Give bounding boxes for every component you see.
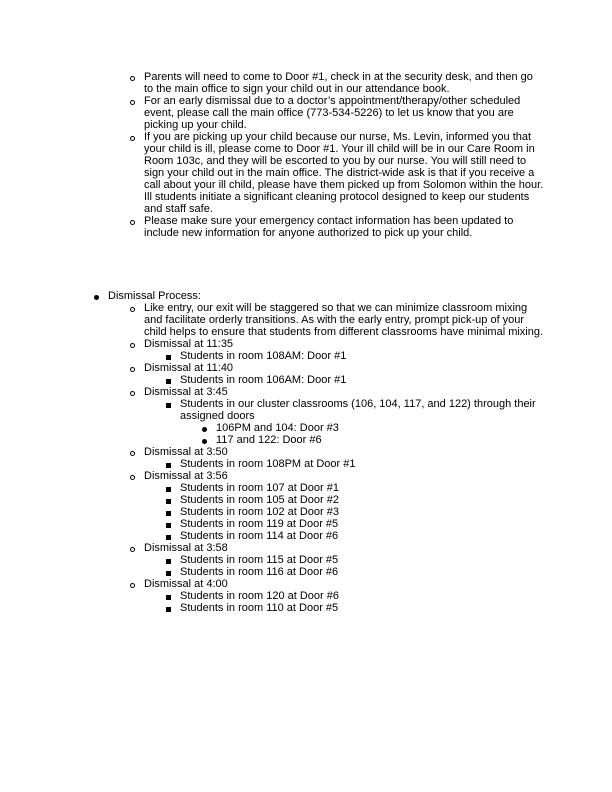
list-item bbox=[0, 302, 612, 338]
door-text: 106PM and 104: Door #3 bbox=[216, 422, 339, 434]
room-text: Students in room 102 at Door #3 bbox=[180, 506, 339, 518]
room-item bbox=[0, 602, 612, 614]
room-text: Students in room 110 at Door #5 bbox=[180, 602, 339, 614]
door-item bbox=[0, 422, 612, 434]
room-item bbox=[0, 398, 612, 422]
list-item bbox=[0, 131, 612, 215]
circle-bullet-icon bbox=[122, 71, 142, 86]
room-text: Students in our cluster classrooms (106, 104, 117, and 122) through their assigned doors bbox=[180, 398, 536, 422]
list-item bbox=[0, 71, 612, 95]
dismissal-time-item bbox=[0, 578, 612, 590]
circle-bullet-icon bbox=[122, 215, 142, 230]
square-bullet-icon bbox=[158, 398, 178, 413]
list-item-text: If you are picking up your child because our nurse, Ms. Levin, informed you that your child is ill, please come to Door #1. Your ill child will be in our Care Room in Room 103c, and they will be escorted to you by our nurse. You will still need to sign your child out in the main office. The district-wide ask is that if you receive a call about your ill child, please have them picked up from Solomon within the hour. Ill students initiate a significant cleaning protocol designed to keep our students and staff safe. bbox=[144, 131, 544, 215]
room-item bbox=[0, 590, 612, 602]
dismissal-time-item bbox=[0, 542, 612, 554]
room-text: Students in room 119 at Door #5 bbox=[180, 518, 339, 530]
square-bullet-icon bbox=[158, 602, 178, 617]
room-item bbox=[0, 518, 612, 530]
dismissal-time-label: Dismissal at 3:56 bbox=[144, 470, 228, 482]
door-text: 117 and 122: Door #6 bbox=[216, 434, 322, 446]
section-heading: Dismissal Process: bbox=[108, 290, 201, 302]
list-item-text: For an early dismissal due to a doctor’s appointment/therapy/other scheduled event, please call the main office (773-534-5226) to let us know that you are picking up your child. bbox=[144, 95, 521, 131]
list-item-text: Parents will need to come to Door #1, check in at the security desk, and then go to the main office to sign your child out in our attendance book. bbox=[144, 71, 533, 95]
circle-bullet-icon bbox=[122, 131, 142, 146]
list-item bbox=[0, 95, 612, 131]
room-text: Students in room 106AM: Door #1 bbox=[180, 374, 347, 386]
room-text: Students in room 105 at Door #2 bbox=[180, 494, 339, 506]
dismissal-heading-item bbox=[0, 290, 612, 302]
list-item-text: Please make sure your emergency contact information has been updated to include new information for anyone authorized to pick up your child. bbox=[144, 215, 514, 239]
door-item bbox=[0, 434, 612, 446]
dismissal-time-label: Dismissal at 3:50 bbox=[144, 446, 228, 458]
dismissal-time-label: Dismissal at 3:58 bbox=[144, 542, 228, 554]
room-item bbox=[0, 458, 612, 470]
dismissal-time-item bbox=[0, 362, 612, 374]
dismissal-time-label: Dismissal at 11:35 bbox=[144, 338, 234, 350]
room-text: Students in room 108PM at Door #1 bbox=[180, 458, 356, 470]
room-item bbox=[0, 530, 612, 542]
room-text: Students in room 116 at Door #6 bbox=[180, 566, 339, 578]
dismissal-intro: Like entry, our exit will be staggered so that we can minimize classroom mixing and facilitate orderly transitions. As with the early entry, prompt pick-up of your child helps to ensure that students from different classrooms have minimal mixing. bbox=[144, 302, 544, 338]
room-item bbox=[0, 566, 612, 578]
room-text: Students in room 107 at Door #1 bbox=[180, 482, 339, 494]
room-item bbox=[0, 374, 612, 386]
room-text: Students in room 120 at Door #6 bbox=[180, 590, 339, 602]
dismissal-time-label: Dismissal at 11:40 bbox=[144, 362, 234, 374]
dismissal-time-item bbox=[0, 338, 612, 350]
dismissal-time-item bbox=[0, 446, 612, 458]
room-item bbox=[0, 482, 612, 494]
dismissal-time-item bbox=[0, 386, 612, 398]
dismissal-process-list bbox=[0, 290, 612, 614]
early-pickup-list bbox=[0, 71, 612, 239]
room-text: Students in room 115 at Door #5 bbox=[180, 554, 339, 566]
room-text: Students in room 114 at Door #6 bbox=[180, 530, 339, 542]
dismissal-time-label: Dismissal at 4:00 bbox=[144, 578, 228, 590]
room-item bbox=[0, 494, 612, 506]
room-item bbox=[0, 554, 612, 566]
room-item bbox=[0, 506, 612, 518]
room-item bbox=[0, 350, 612, 362]
dismissal-time-label: Dismissal at 3:45 bbox=[144, 386, 228, 398]
room-text: Students in room 108AM: Door #1 bbox=[180, 350, 347, 362]
circle-bullet-icon bbox=[122, 95, 142, 110]
circle-bullet-icon bbox=[122, 302, 142, 317]
list-item bbox=[0, 215, 612, 239]
dismissal-time-item bbox=[0, 470, 612, 482]
